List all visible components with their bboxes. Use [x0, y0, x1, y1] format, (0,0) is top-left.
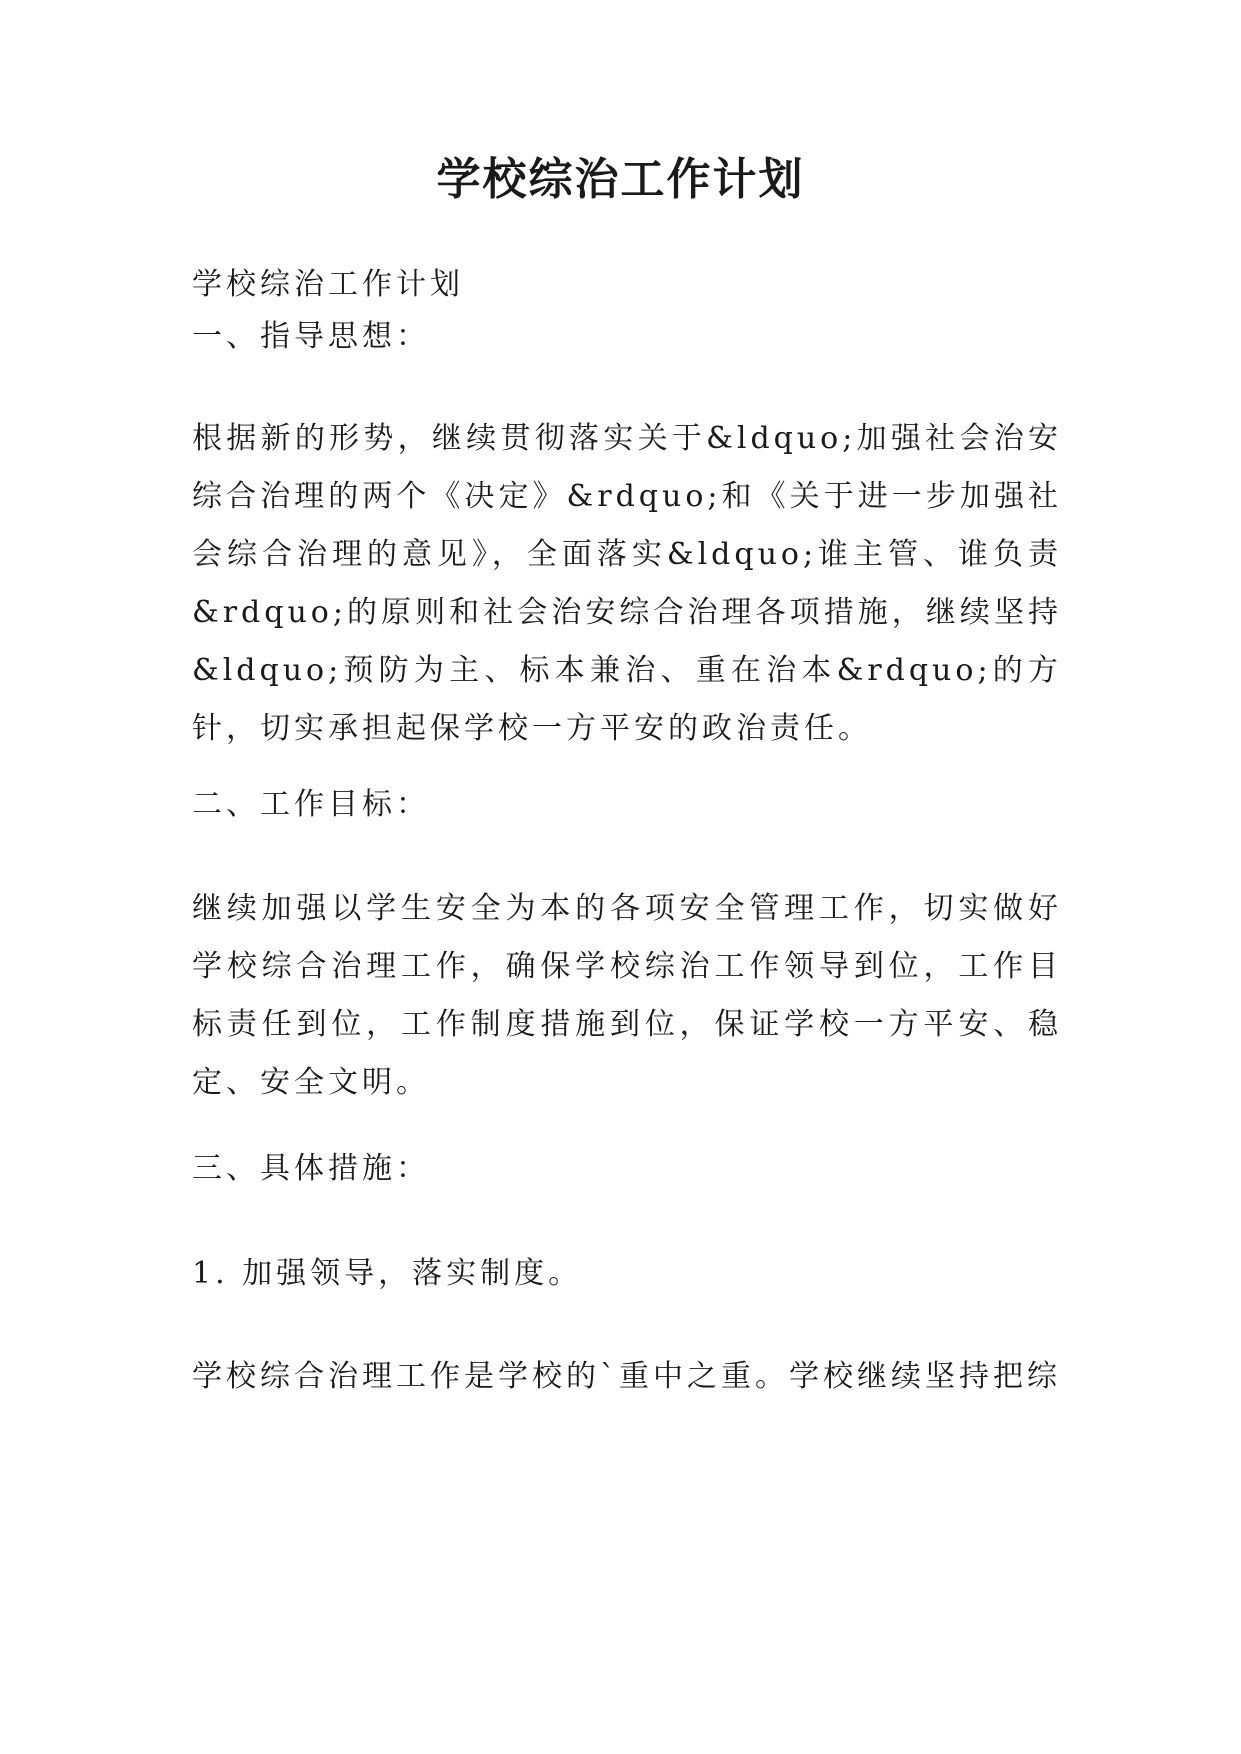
- section-heading-work-goals: 二、工作目标：: [192, 787, 430, 822]
- section-heading-guiding-thought: 一、指导思想：: [192, 319, 430, 354]
- paragraph-guiding-thought: 根据新的形势，继续贯彻落实关于&ldquo;加强社会治安综合治理的两个《决定》&rdquo;和《关于进一步加强社会综合治理的意见》，全面落实&ldquo;谁主管、谁负责&rdquo;的原则和社会治安综合治理各项措施，继续坚持&ldquo;预防为主、标本兼治、重在治本&rdquo;的方针，切实承担起保学校一方平安的政治责任。: [192, 421, 1062, 746]
- section-heading-specific-measures: 三、具体措施：: [192, 1151, 430, 1186]
- paragraph-work-goals: 继续加强以学生安全为本的各项安全管理工作，切实做好学校综合治理工作，确保学校综治工作领导到位，工作目标责任到位，工作制度措施到位，保证学校一方平安、稳定、安全文明。: [192, 891, 1062, 1100]
- list-item-measure-1: 1. 加强领导，落实制度。: [192, 1256, 583, 1291]
- document-subtitle: 学校综治工作计划: [192, 267, 464, 302]
- page-title: 学校综治工作计划: [436, 154, 805, 205]
- paragraph-measure-1: 学校综合治理工作是学校的`重中之重。学校继续坚持把综: [192, 1359, 1061, 1394]
